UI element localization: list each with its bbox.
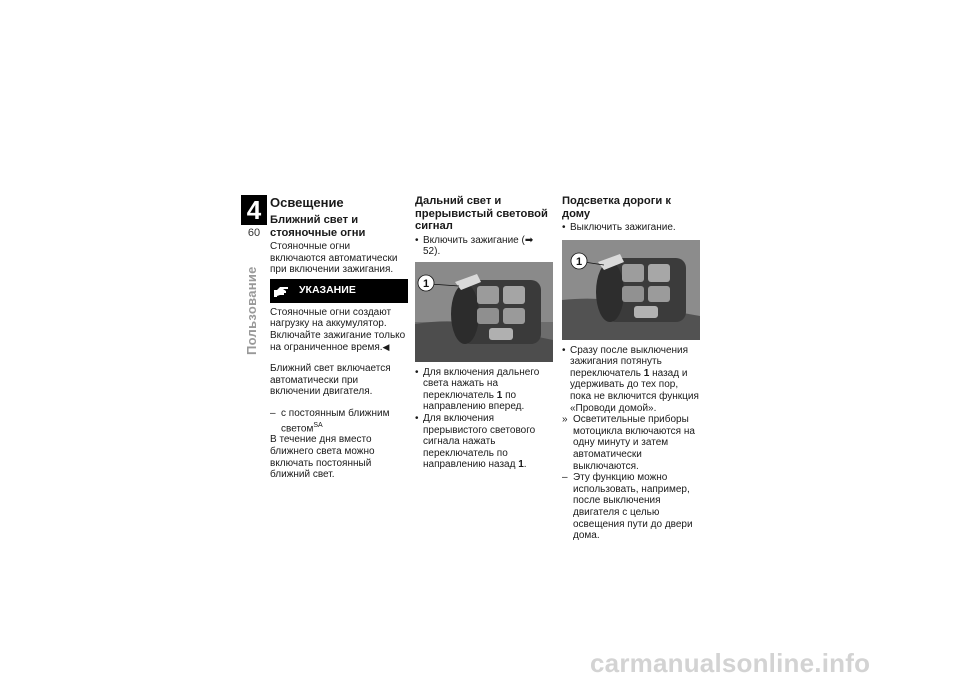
photo-callout: 1 (575, 255, 583, 268)
low-beam-text: Ближний свет включается автоматически при включении двигателя. (270, 363, 391, 398)
bullet-text-end: назад и удерживать до тех пор, пока не включится функция «Проводи домой». (570, 367, 699, 414)
warning-body: Стояночные огни создают нагрузку на аккумулятор. Включайте зажигание только на ограниченное время. (270, 306, 406, 353)
page-ref: 52 (423, 246, 435, 258)
list-item (562, 345, 700, 415)
bullet-text: Для включения дальнего света нажать на переключатель (423, 366, 540, 401)
switch-ref: 1 (496, 389, 503, 401)
column-high-beam (415, 195, 553, 471)
warning-text (270, 307, 408, 353)
switch-ref: 1 (518, 459, 524, 471)
page-ref-arrow-icon: ➡ (524, 234, 534, 246)
option-item (270, 408, 408, 435)
hand-pointer-icon (273, 282, 291, 300)
chapter-number: 4 (241, 195, 267, 225)
section-heading: Освещение (270, 195, 344, 210)
home-light-heading: Подсветка дороги к дому (562, 195, 671, 220)
bullet-text: Включить зажигание ( (423, 234, 525, 246)
list-item: • Выключить зажигание. (562, 222, 700, 234)
note-item: – Эту функцию можно использовать, например, после выключения двигателя с целью освещения пути до двери дома. (562, 472, 700, 542)
bullet-text: Для включения прерывистого светового сигнала нажать переключатель по направлению назад (423, 413, 536, 471)
warning-box (270, 279, 408, 303)
list-item: • Включить зажигание (➡ 52). (415, 235, 553, 258)
handlebar-switch-photo (562, 240, 700, 340)
end-mark-icon: ◀ (382, 341, 390, 352)
page-number: 60 (247, 227, 261, 239)
photo-callout: 1 (422, 277, 430, 290)
column-lighting (270, 195, 408, 481)
low-beam-heading: Ближний свет и стояночные огни (270, 214, 366, 239)
watermark: carmanualsonline.info (590, 648, 871, 678)
daytime-light-text: В течение дня вместо ближнего света можно включать постоянный ближний свет. (270, 434, 375, 481)
list-item (415, 367, 553, 413)
switch-ref: 1 (643, 367, 650, 379)
result-item: » Осветительные приборы мотоцикла включаются на одну минуту и затем автоматически выключаются. (562, 414, 700, 472)
warning-label: УКАЗАНИЕ (299, 283, 356, 296)
bullet-text-end: по направлению вперед. (423, 389, 525, 413)
parking-lights-text: Стояночные огни включаются автоматически при включении зажигания. (270, 241, 398, 276)
option-sup: SA (313, 421, 323, 429)
option-text: с постоянным ближним светом (281, 407, 390, 434)
handlebar-switch-photo (415, 262, 553, 362)
list-item: • Для включения прерывистого светового сигнала нажать переключатель по направлению назад 1. (415, 413, 553, 471)
section-name: Пользование (244, 266, 259, 355)
high-beam-heading: Дальний свет и прерывистый световой сигнал (415, 195, 548, 232)
bullet-text: Сразу после выключения зажигания потянуть переключатель (570, 344, 689, 379)
column-home-light (562, 195, 700, 542)
